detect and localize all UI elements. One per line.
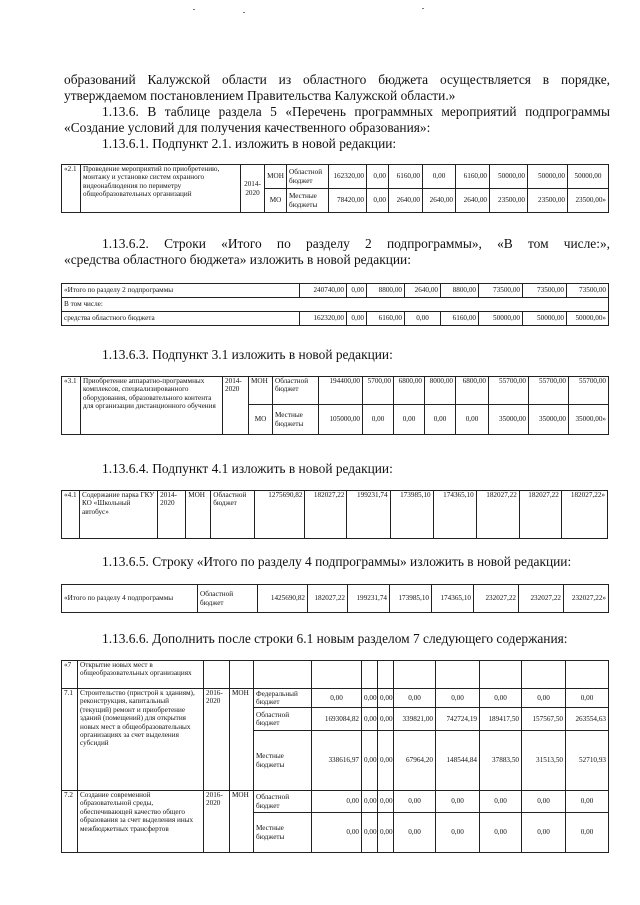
- value-cell: 0,00: [566, 689, 609, 708]
- row-number: 7.1: [62, 689, 78, 791]
- regional-budget-row-label: средства областного бюджета: [62, 312, 300, 326]
- heading-1-13-6-6: 1.13.6.6. Дополнить после строки 6.1 новым разделом 7 следующего содержания:: [102, 631, 568, 646]
- value-cell: 182027,22: [305, 491, 347, 539]
- in-that-number-row: В том числе:: [62, 298, 609, 312]
- value-cell: 8800,00: [367, 284, 405, 298]
- value-cell: 0,00: [456, 405, 489, 435]
- value-cell: 50000,00: [568, 165, 609, 189]
- row-number: «3.1: [62, 377, 81, 435]
- measure-name: Содержание парка ГКУ КО «Школьный автобус»: [80, 491, 158, 539]
- value-cell: 6800,00: [456, 377, 489, 405]
- heading-1-13-6-4: 1.13.6.4. Подпункт 4.1 изложить в новой редакции:: [102, 461, 393, 476]
- value-cell: 0,00: [480, 813, 522, 853]
- executor-cell: МО: [249, 405, 273, 435]
- value-cell: 5700,00: [363, 377, 394, 405]
- value-cell: 6160,00: [456, 165, 490, 189]
- table-section-4-total: [61, 584, 609, 613]
- value-cell: 338616,97: [312, 731, 362, 791]
- value-cell: 189417,50: [480, 708, 522, 731]
- value-cell: 0,00: [312, 791, 362, 813]
- value-cell: 55700,00: [529, 377, 569, 405]
- value-cell: 2640,00: [389, 189, 423, 213]
- value-cell: 55700,00: [489, 377, 529, 405]
- value-cell: 0,00: [566, 813, 609, 853]
- value-cell: 199231,74: [347, 491, 390, 539]
- value-cell: 23500,00: [528, 189, 568, 213]
- value-cell: 232027,22: [474, 585, 519, 613]
- value-cell: 0,00: [480, 689, 522, 708]
- executor-cell: МОН: [230, 791, 254, 853]
- executor-cell: МОН: [186, 491, 211, 539]
- value-cell: 8000,00: [425, 377, 456, 405]
- value-cell: 35000,00: [489, 405, 529, 435]
- value-cell: 0,00: [436, 689, 480, 708]
- value-cell: 35000,00: [529, 405, 569, 435]
- executor-cell: МО: [265, 189, 287, 213]
- value-cell: 232027,22»: [564, 585, 609, 613]
- value-cell: 6160,00: [389, 165, 423, 189]
- value-cell: 0,00: [363, 405, 394, 435]
- value-cell: 174365,10: [433, 491, 476, 539]
- executor-cell: МОН: [249, 377, 273, 405]
- value-cell: 339821,00: [394, 708, 436, 731]
- value-cell: 0,00: [367, 165, 389, 189]
- heading-1-13-6-3: 1.13.6.3. Подпункт 3.1 изложить в новой редакции:: [102, 347, 393, 362]
- intro-paragraph: [64, 72, 610, 104]
- value-cell: 50000,00: [479, 312, 523, 326]
- funding-source-cell: Местные бюджеты: [254, 813, 312, 853]
- value-cell: 0,00: [362, 791, 378, 813]
- value-cell: 182027,22: [308, 585, 348, 613]
- value-cell: 0,00: [423, 165, 456, 189]
- funding-source-cell: Федеральный бюджет: [254, 689, 312, 708]
- value-cell: 1693084,82: [312, 708, 362, 731]
- row-number: 7.2: [62, 791, 78, 853]
- table-subitem-4-1: [61, 490, 608, 539]
- value-cell: 0,00: [394, 405, 425, 435]
- value-cell: 0,00: [480, 791, 522, 813]
- table-section-7: [61, 660, 609, 853]
- value-cell: 55700,00: [569, 377, 609, 405]
- value-cell: 0,00: [394, 813, 436, 853]
- value-cell: 73500,00: [567, 284, 609, 298]
- value-cell: 0,00: [436, 813, 480, 853]
- value-cell: 263554,63: [566, 708, 609, 731]
- funding-source-cell: Местные бюджеты: [287, 189, 329, 213]
- value-cell: 73500,00: [479, 284, 523, 298]
- years-cell: 2016-2020: [204, 689, 230, 791]
- funding-source-cell: Областной бюджет: [254, 791, 312, 813]
- total-row-label: «Итого по разделу 4 подпрограммы: [62, 585, 198, 613]
- value-cell: 50000,00: [528, 165, 568, 189]
- value-cell: 0,00: [378, 689, 394, 708]
- funding-source-cell: Областной бюджет: [211, 491, 255, 539]
- value-cell: 173985,10: [390, 491, 433, 539]
- value-cell: 182027,22: [476, 491, 519, 539]
- value-cell: 232027,22: [519, 585, 564, 613]
- value-cell: 8800,00: [441, 284, 479, 298]
- value-cell: 174365,10: [432, 585, 474, 613]
- value-cell: 0,00: [362, 731, 378, 791]
- value-cell: 0,00: [522, 813, 566, 853]
- value-cell: 0,00: [425, 405, 456, 435]
- years-cell: 2014-2020: [223, 377, 249, 435]
- years-cell: 2014-2020: [241, 165, 265, 213]
- value-cell: 162320,00: [300, 312, 347, 326]
- value-cell: 199231,74: [348, 585, 390, 613]
- value-cell: 0,00: [378, 708, 394, 731]
- measure-name: Строительство (пристрой к зданиям), реконструкция, капитальный (текущий) ремонт и приобретение зданий (помещений) для открытия новых мест в общеобразовательных организациях за счет выделения субсидий: [78, 689, 204, 791]
- value-cell: 0,00: [347, 284, 367, 298]
- value-cell: 157567,50: [522, 708, 566, 731]
- executor-cell: МОН: [265, 165, 287, 189]
- funding-source-cell: Областной бюджет: [254, 708, 312, 731]
- value-cell: 0,00: [522, 689, 566, 708]
- value-cell: 0,00: [312, 689, 362, 708]
- funding-source-cell: Областной бюджет: [287, 165, 329, 189]
- table-subitem-3-1: [61, 376, 609, 435]
- value-cell: 0,00: [378, 813, 394, 853]
- value-cell: 52710,93: [566, 731, 609, 791]
- value-cell: 50000,00»: [567, 312, 609, 326]
- value-cell: 182027,22: [519, 491, 561, 539]
- measure-name: Проведение мероприятий по приобретению, монтажу и установке систем охранного видеонаблюдения по периметру общеобразовательных организаций: [81, 165, 241, 213]
- value-cell: 1275690,82: [255, 491, 305, 539]
- funding-source-cell: Областной бюджет: [198, 585, 258, 613]
- value-cell: 50000,00: [523, 312, 567, 326]
- value-cell: 194400,00: [319, 377, 363, 405]
- funding-source-cell: Местные бюджеты: [254, 731, 312, 791]
- intro-line-1: образований Калужской области из областного бюджета осуществляется в порядке,: [64, 72, 610, 87]
- value-cell: 78420,00: [329, 189, 367, 213]
- value-cell: 67964,20: [394, 731, 436, 791]
- value-cell: 148544,84: [436, 731, 480, 791]
- value-cell: 0,00: [378, 791, 394, 813]
- value-cell: 2640,00: [405, 284, 441, 298]
- section-1-13-6-2-line-2: «средства областного бюджета» изложить в новой редакции:: [64, 252, 411, 267]
- value-cell: 0,00: [436, 791, 480, 813]
- value-cell: 23500,00»: [568, 189, 609, 213]
- row-number: «4.1: [62, 491, 80, 539]
- value-cell: 0,00: [405, 312, 441, 326]
- value-cell: 0,00: [362, 689, 378, 708]
- funding-source-cell: Местные бюджеты: [273, 405, 319, 435]
- table-subitem-2-1: [61, 164, 609, 213]
- total-row-label: «Итого по разделу 2 подпрограммы: [62, 284, 300, 298]
- value-cell: 0,00: [522, 791, 566, 813]
- value-cell: 31513,50: [522, 731, 566, 791]
- value-cell: 50000,00: [490, 165, 528, 189]
- value-cell: 35000,00»: [569, 405, 609, 435]
- value-cell: 0,00: [566, 791, 609, 813]
- value-cell: 742724,19: [436, 708, 480, 731]
- value-cell: 37883,50: [480, 731, 522, 791]
- value-cell: 0,00: [362, 708, 378, 731]
- section-1-13-6-line-2: «Создание условий для получения качественного образования»:: [64, 120, 431, 135]
- section-number: «7: [62, 661, 78, 689]
- years-cell: 2016-2020: [204, 791, 230, 853]
- section-1-13-6-2: [64, 236, 610, 268]
- value-cell: 162320,00: [329, 165, 367, 189]
- executor-cell: МОН: [230, 689, 254, 791]
- value-cell: 2640,00: [423, 189, 456, 213]
- value-cell: 73500,00: [523, 284, 567, 298]
- heading-1-13-6-5: 1.13.6.5. Строку «Итого по разделу 4 подпрограммы» изложить в новой редакции:: [102, 554, 572, 569]
- measure-name: Создание современной образовательной среды, обеспечивающей качество общего образования за счет выделения иных межбюджетных трансфертов: [78, 791, 204, 853]
- value-cell: 6800,00: [394, 377, 425, 405]
- value-cell: 6160,00: [367, 312, 405, 326]
- value-cell: 0,00: [367, 189, 389, 213]
- value-cell: 182027,22»: [561, 491, 607, 539]
- value-cell: 23500,00: [490, 189, 528, 213]
- value-cell: 0,00: [347, 312, 367, 326]
- section-1-13-6-2-line-1: 1.13.6.2. Строки «Итого по разделу 2 подпрограммы», «В том числе:»,: [102, 236, 610, 251]
- value-cell: 240740,00: [300, 284, 347, 298]
- years-cell: 2014-2020: [158, 491, 186, 539]
- measure-name: Приобретение аппаратно-программных комплексов, специализированного оборудования, образовательного контента для организации дистанционного обучения: [81, 377, 223, 435]
- section-1-13-6-line-1: 1.13.6. В таблице раздела 5 «Перечень программных мероприятий подпрограммы: [102, 104, 610, 119]
- row-number: «2.1: [62, 165, 81, 213]
- value-cell: 1425690,82: [258, 585, 308, 613]
- value-cell: 6160,00: [441, 312, 479, 326]
- value-cell: 0,00: [362, 813, 378, 853]
- value-cell: 0,00: [394, 689, 436, 708]
- value-cell: 0,00: [394, 791, 436, 813]
- value-cell: 0,00: [312, 813, 362, 853]
- table-section-2-totals: [61, 283, 609, 326]
- intro-line-2: утверждаемом постановлением Правительства Калужской области.»: [64, 88, 456, 103]
- section-1-13-6: [64, 104, 610, 136]
- section-name: Открытие новых мест в общеобразовательных организациях: [78, 661, 204, 689]
- value-cell: 2640,00: [456, 189, 490, 213]
- value-cell: 105000,00: [319, 405, 363, 435]
- value-cell: 173985,10: [390, 585, 432, 613]
- funding-source-cell: Областной бюджет: [273, 377, 319, 405]
- value-cell: 0,00: [378, 731, 394, 791]
- heading-1-13-6-1: 1.13.6.1. Подпункт 2.1. изложить в новой редакции:: [102, 136, 397, 151]
